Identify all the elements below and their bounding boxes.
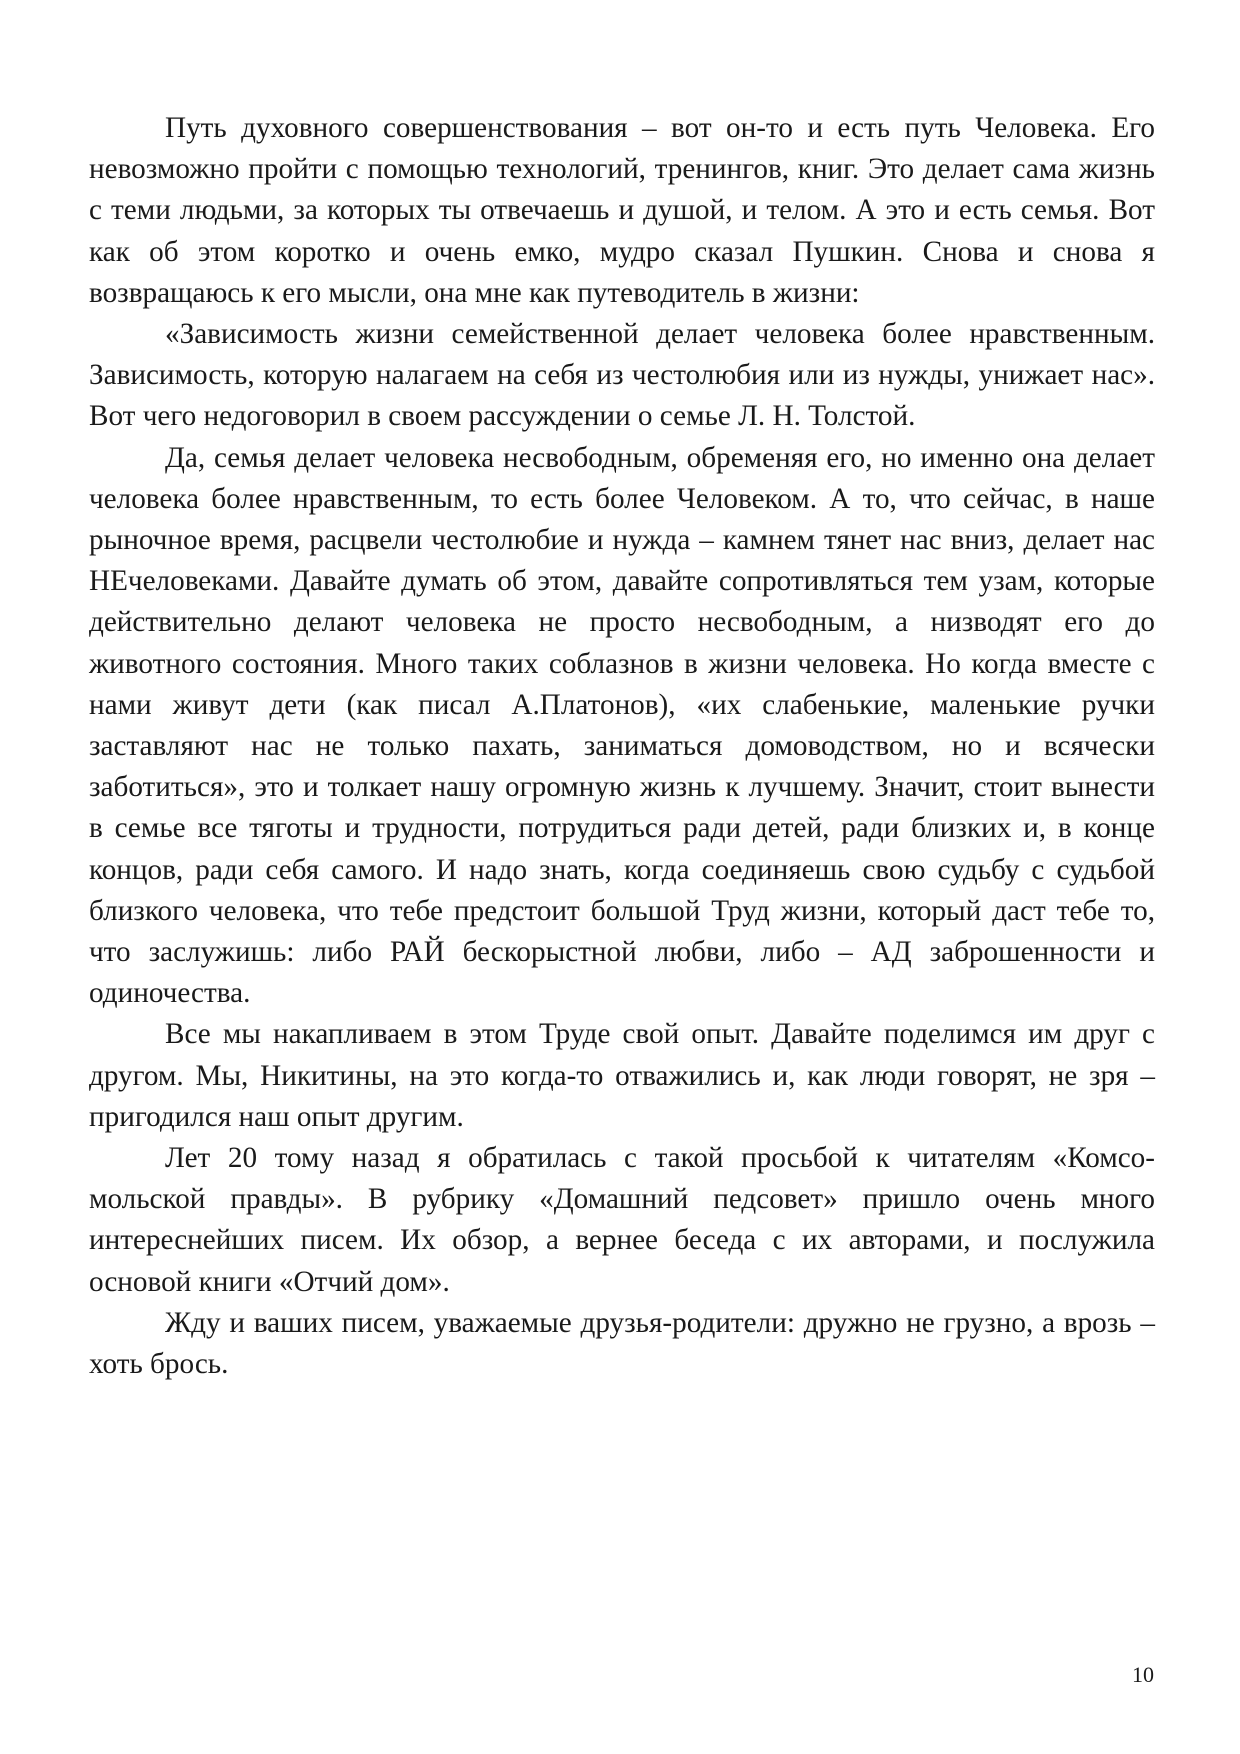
page-number: 10 <box>1132 1662 1154 1687</box>
paragraph-1: Путь духовного совершенствования – вот он-то и есть путь Человека. Его невозможно пройти с помощью технологий, тренингов, книг. Это делает сама жизнь с теми людьми, за которых ты отвечаешь и душой, и телом. А это и есть семья. Вот как об этом коротко и очень емко, мудро сказал Пушкин. Снова и снова я возвращаюсь к его мысли, она мне как путеводитель в жизни: <box>89 112 1155 309</box>
paragraph-6: Жду и ваших писем, уважаемые друзья-родители: дружно не грузно, а врозь – хоть брось. <box>89 1306 1155 1381</box>
paragraph-3: Да, семья делает человека несвободным, обременяя его, но именно она делает человека более нравственным, то есть более Человеком. А то, что сейчас, в наше рыночное время, расцвели честолюбие и нужда – камнем тянет нас вниз, делает нас НЕчеловеками. Давайте думать об этом, давайте сопротивляться тем узам, которые действительно делают человека не просто несвободным, а низводят его до животного состояния. Много таких соблазнов в жизни человека. Но когда вместе с нами живут дети (как писал А.Платонов), «их слабенькие, маленькие ручки заставляют нас не только пахать, заниматься домоводством, но и всячески заботиться», это и толкает нашу огромную жизнь к лучшему. Значит, стоит вынести в семье все тяготы и трудности, потрудиться ради детей, ради близких и, в конце концов, ради себя самого. И надо знать, когда соединяешь свою судьбу с судьбой близкого человека, что тебе предстоит большой Труд жизни, который даст тебе то, что заслужишь: либо РАЙ бескорыстной любви, либо – АД заброшенности и одиночества. <box>89 441 1155 1010</box>
paragraph-2: «Зависимость жизни семейственной делает человека более нравственным. Зависимость, которую налагаем на себя из честолюбия или из нужды, унижает нас». Вот чего недоговорил в своем рассуждении о семье Л. Н. Толстой. <box>89 318 1155 433</box>
document-page <box>89 108 1155 1385</box>
paragraph-5: Лет 20 тому назад я обратилась с такой просьбой к читателям «Комсо-мольской правды». В рубрику «Домашний педсовет» пришло очень много интереснейших писем. Их обзор, а вернее беседа с их авторами, и послужила основой книги «Отчий дом». <box>89 1142 1155 1298</box>
paragraph-4: Все мы накапливаем в этом Труде свой опыт. Давайте поделимся им друг с другом. Мы, Никитины, на это когда-то отважились и, как люди говорят, не зря – пригодился наш опыт другим. <box>89 1018 1155 1133</box>
